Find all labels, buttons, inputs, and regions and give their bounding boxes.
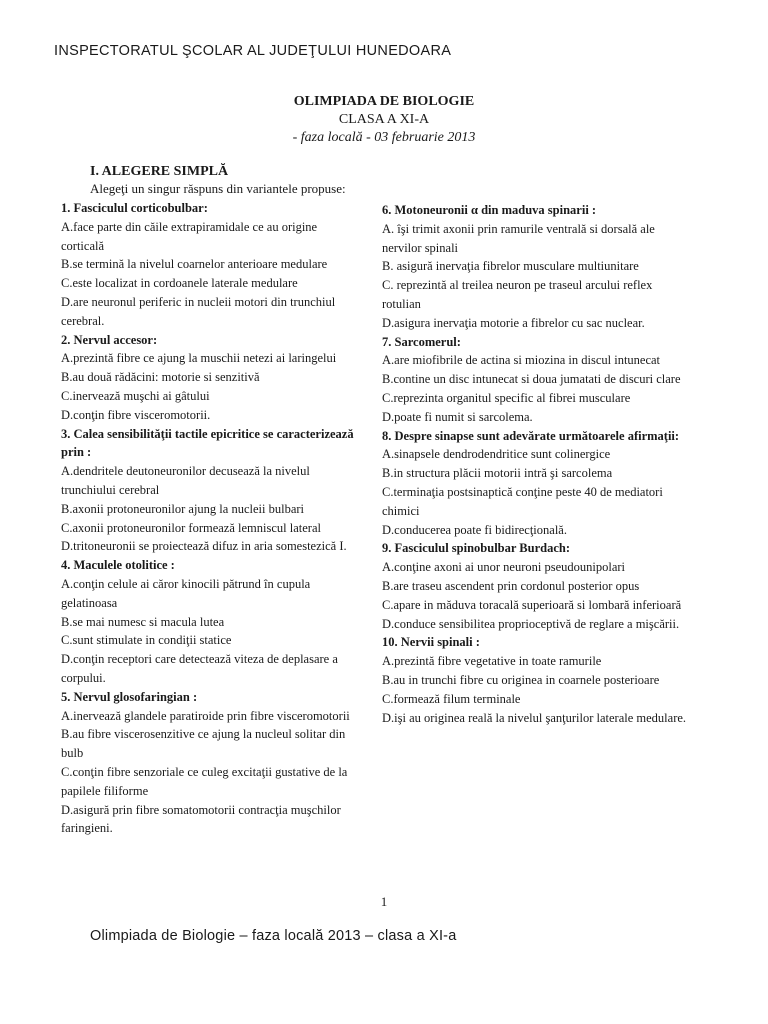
- question-title: 2. Nervul accesor:: [61, 332, 158, 347]
- left-column: [61, 199, 361, 838]
- document-subtitle: CLASA A XI-A: [338, 112, 430, 127]
- document-date: - faza locală - 03 februarie 2013: [292, 130, 476, 145]
- answer-option: A.conţine axoni ai unor neuroni pseudounipolari: [382, 560, 625, 575]
- right-column: [382, 201, 692, 727]
- page-header: INSPECTORATUL ŞCOLAR AL JUDEŢULUI HUNEDOARA: [54, 43, 452, 59]
- answer-option: C. reprezintă al treilea neuron pe traseul arcului reflex rotulian: [382, 278, 653, 311]
- question-title: 7. Sarcomerul:: [382, 334, 461, 349]
- answer-option: C.inervează muşchi ai gâtului: [61, 388, 210, 403]
- answer-option: B.se mai numesc si macula lutea: [61, 614, 225, 629]
- question-block: [382, 633, 692, 727]
- question-title: 4. Maculele otolitice :: [61, 558, 175, 573]
- question-block: [382, 333, 692, 427]
- question-block: [61, 199, 361, 331]
- question-block: [382, 539, 692, 633]
- answer-option: B.se termină la nivelul coarnelor anterioare medulare: [61, 257, 328, 272]
- answer-option: B.contine un disc intunecat si doua jumatati de discuri clare: [382, 372, 681, 387]
- answer-option: A.dendritele deutoneuronilor decusează la nivelul trunchiului cerebral: [61, 464, 310, 497]
- answer-option: C.conţin fibre senzoriale ce culeg excitaţii gustative de la papilele filiforme: [61, 764, 348, 798]
- section-heading: I. ALEGERE SIMPLĂ: [90, 164, 229, 179]
- answer-option: A. îşi trimit axonii prin ramurile ventrală si dorsală ale nervilor spinali: [382, 221, 655, 255]
- section-instruction: Alegeţi un singur răspuns din variantele propuse:: [90, 181, 346, 196]
- question-block: [61, 688, 361, 838]
- question-title: 1. Fasciculul corticobulbar:: [61, 201, 208, 215]
- answer-option: C.apare in măduva toracală superioară si lombară inferioară: [382, 597, 682, 612]
- title-block: [0, 93, 768, 147]
- answer-option: B.au fibre viscerosenzitive ce ajung la nucleul solitar din bulb: [61, 727, 346, 761]
- answer-option: D.asigură prin fibre somatomotorii contracţia muşchilor faringieni.: [61, 802, 341, 836]
- question-title: 10. Nervii spinali :: [382, 635, 480, 650]
- question-title: 8. Despre sinapse sunt adevărate următoarele afirmaţii:: [382, 428, 680, 443]
- question-title: 3. Calea sensibilităţii tactile epicritice se caracterizează prin :: [61, 426, 354, 460]
- answer-option: D.tritoneuronii se proiectează difuz in aria somestezică I.: [61, 539, 347, 554]
- question-block: [382, 201, 692, 333]
- answer-option: D.işi au originea reală la nivelul şanţurilor laterale medulare.: [382, 710, 687, 725]
- answer-option: B.axonii protoneuronilor ajung la nucleii bulbari: [61, 501, 304, 516]
- answer-option: A.sinapsele dendrodendritice sunt colinergice: [382, 447, 611, 462]
- question-title: 6. Motoneuronii α din maduva spinarii :: [382, 203, 597, 217]
- question-block: [382, 427, 692, 540]
- answer-option: A.inervează glandele paratiroide prin fibre visceromotorii: [61, 708, 350, 723]
- question-title: 5. Nervul glosofaringian :: [61, 689, 198, 704]
- answer-option: C.terminaţia postsinaptică conţine peste 40 de mediatori chimici: [382, 484, 663, 518]
- answer-option: C.formează filum terminale: [382, 691, 521, 706]
- answer-option: D.poate fi numit si sarcolema.: [382, 409, 533, 424]
- answer-option: A.are miofibrile de actina si miozina in discul intunecat: [382, 353, 661, 368]
- answer-option: C.reprezinta organitul specific al fibrei musculare: [382, 390, 631, 405]
- answer-option: C.sunt stimulate in condiţii statice: [61, 633, 232, 648]
- answer-option: C.axonii protoneuronilor formează lemniscul lateral: [61, 520, 321, 535]
- answer-option: B. asigură inervaţia fibrelor musculare multiunitare: [382, 259, 639, 274]
- answer-option: A.prezintă fibre ce ajung la muschii netezi ai laringelui: [61, 351, 337, 366]
- document-title: OLIMPIADA DE BIOLOGIE: [293, 94, 475, 109]
- question-block: [61, 331, 361, 425]
- page-number: 1: [380, 894, 388, 909]
- answer-option: C.este localizat in cordoanele laterale medulare: [61, 276, 298, 291]
- answer-option: B.au in trunchi fibre cu originea in coarnele posterioare: [382, 672, 660, 687]
- answer-option: D.conduce sensibilitea proprioceptivă de reglare a mişcării.: [382, 616, 680, 631]
- question-block: [61, 425, 361, 557]
- answer-option: A.prezintă fibre vegetative in toate ramurile: [382, 654, 602, 669]
- answer-option: D.asigura inervaţia motorie a fibrelor cu sac nuclear.: [382, 315, 645, 330]
- answer-option: B.in structura plăcii motorii intră şi sarcolema: [382, 466, 613, 481]
- answer-option: D.conţin receptori care detectează viteza de deplasare a corpului.: [61, 652, 338, 685]
- answer-option: B.au două rădăcini: motorie si senzitivă: [61, 370, 260, 385]
- answer-option: D.conţin fibre visceromotorii.: [61, 407, 211, 422]
- question-block: [61, 556, 361, 688]
- answer-option: D.conducerea poate fi bidirecţională.: [382, 522, 567, 537]
- question-title: 9. Fasciculul spinobulbar Burdach:: [382, 541, 571, 556]
- page-footer: Olimpiada de Biologie – faza locală 2013 – clasa a XI-a: [90, 928, 457, 944]
- answer-option: A.face parte din căile extrapiramidale ce au origine corticală: [61, 219, 318, 253]
- answer-option: B.are traseu ascendent prin cordonul posterior opus: [382, 578, 640, 593]
- answer-option: A.conţin celule ai căror kinocili pătrund în cupula gelatinoasa: [61, 576, 311, 610]
- answer-option: D.are neuronul periferic in nucleii motori din trunchiul cerebral.: [61, 294, 336, 328]
